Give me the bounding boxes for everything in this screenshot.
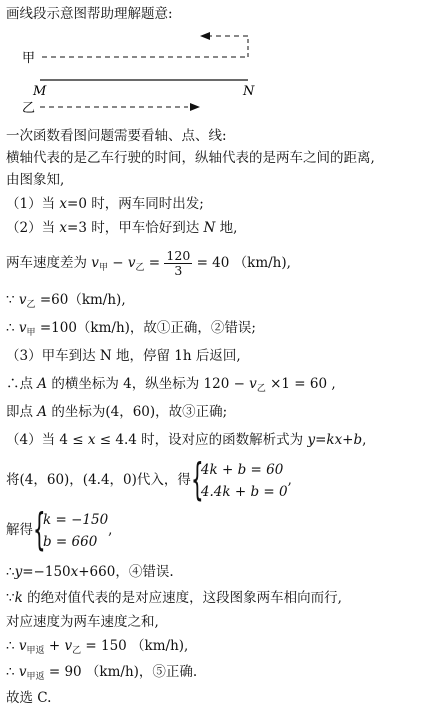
l14-part: , (108, 522, 113, 538)
l12-part: ≤ 4.4 时，设对应的函数解析式为 (95, 432, 308, 448)
var-x: x (70, 564, 79, 580)
line-13 (6, 453, 292, 506)
line-9: （3）甲车到达 N 地，停留 1h 后返回, (6, 348, 241, 364)
sub-jia: 甲 (98, 263, 108, 273)
line-11 (6, 402, 227, 422)
line-6 (6, 246, 291, 285)
sub-jia-return: 甲返 (26, 646, 45, 656)
line-12 (6, 430, 366, 450)
line-7 (6, 290, 126, 315)
l19-part: = 90 （km/h)，⑤正确. (44, 664, 198, 680)
var-v: v (18, 638, 27, 654)
line-14 (6, 503, 113, 556)
label-jia: 甲 (22, 51, 36, 66)
var-v: v (18, 664, 27, 680)
because: ∵ (6, 590, 15, 606)
l10-part: ×1 = 60 , (265, 376, 336, 392)
l5-part: （2）当 (6, 220, 60, 236)
plus: + (44, 638, 65, 654)
var-x: x (59, 196, 68, 212)
var-x: x (87, 432, 96, 448)
line-20-answer: 故选 C. (6, 690, 52, 706)
therefore: ∴ (6, 564, 15, 580)
var-y: y (14, 564, 23, 580)
sub-yi: 乙 (135, 263, 145, 273)
sub-jia-return: 甲返 (26, 672, 45, 682)
l12-part: （4）当 4 ≤ (6, 432, 88, 448)
l14-part: 解得 (6, 522, 33, 538)
arrow-left-icon (200, 32, 210, 40)
because: ∵ (6, 292, 19, 308)
var-v: v (18, 292, 27, 308)
therefore: ∴ (6, 664, 19, 680)
line-5 (6, 218, 237, 238)
l10-part: ∴点 (6, 376, 38, 392)
numerator: 120 (166, 248, 191, 263)
equation-system (190, 453, 288, 505)
l5-part: 地, (215, 220, 238, 236)
var-x: x (59, 220, 68, 236)
function-expr: y=kx+b (307, 432, 363, 448)
l4-part: （1）当 (6, 196, 60, 212)
line-16 (6, 588, 342, 608)
line-18 (6, 636, 188, 661)
l16-part: 的绝对值代表的是对应速度，这段图象两车相向而行, (22, 590, 342, 606)
brace-icon: { (190, 453, 204, 505)
l4-part: =0 时，两车同时出发; (67, 196, 204, 212)
minus: − (107, 255, 128, 271)
point-a: A (37, 404, 48, 420)
equation-2: 4.4k + b = 0 (200, 483, 288, 500)
equals: = (144, 255, 165, 271)
sub-jia: 甲 (26, 328, 36, 338)
line-4 (6, 194, 204, 214)
segment-diagram (0, 26, 446, 126)
l15-part: =−150 (22, 564, 71, 580)
solution-b: b = 660 (43, 533, 98, 550)
l15-part: +660，④错误. (78, 564, 174, 580)
l13-part: 将(4，60)，(4.4，0)代入，得 (6, 472, 191, 488)
solution-k: k = −150 (43, 511, 109, 528)
therefore: ∴ (6, 638, 19, 654)
label-yi: 乙 (22, 101, 36, 116)
l13-part: , (287, 472, 292, 488)
l10-part: 的横坐标为 4，纵坐标为 120 − (47, 376, 250, 392)
line-15 (6, 562, 174, 582)
arrow-right-icon (190, 103, 200, 111)
var-k: k (14, 590, 23, 606)
equation-1: 4k + b = 60 (200, 461, 284, 478)
line-2: 横轴代表的是乙车行驶的时间，纵轴代表的是两车之间的距离, (6, 150, 375, 166)
sub-yi: 乙 (256, 384, 266, 394)
line-3: 由图象知, (6, 172, 65, 188)
fraction (164, 249, 192, 278)
l11-part: 即点 (6, 404, 38, 420)
solution-system (33, 503, 109, 555)
point-a: A (37, 376, 48, 392)
l8-part: =100（km/h)，故①正确，②错误; (35, 320, 256, 336)
sub-yi: 乙 (26, 300, 36, 310)
label-n: N (243, 84, 255, 99)
line-1: 一次函数看图问题需要看轴、点、线: (6, 128, 227, 144)
var-v: v (91, 255, 99, 271)
sub-yi: 乙 (72, 646, 82, 656)
var-v: v (64, 638, 73, 654)
l11-part: 的坐标为(4，60)，故③正确; (47, 404, 228, 420)
therefore: ∴ (6, 320, 19, 336)
line-8 (6, 318, 256, 343)
var-v: v (249, 376, 257, 392)
var-v: v (127, 255, 136, 271)
var-v: v (18, 320, 27, 336)
l18-part: = 150 （km/h), (81, 638, 189, 654)
label-m: M (33, 84, 47, 99)
var-n: N (203, 220, 216, 236)
l12-part: , (362, 432, 367, 448)
brace-icon: { (33, 503, 46, 555)
line-10 (6, 374, 336, 399)
denominator: 3 (174, 263, 183, 278)
intro-title: 画线段示意图帮助理解题意: (6, 6, 173, 22)
l5-part: =3 时，甲车恰好到达 (67, 220, 204, 236)
line-19 (6, 662, 197, 687)
l6-part: = 40 （km/h), (192, 255, 291, 271)
l6-part: 两车速度差为 (6, 255, 92, 271)
l7-part: =60（km/h), (35, 292, 126, 308)
line-17: 对应速度为两车速度之和, (6, 614, 159, 630)
